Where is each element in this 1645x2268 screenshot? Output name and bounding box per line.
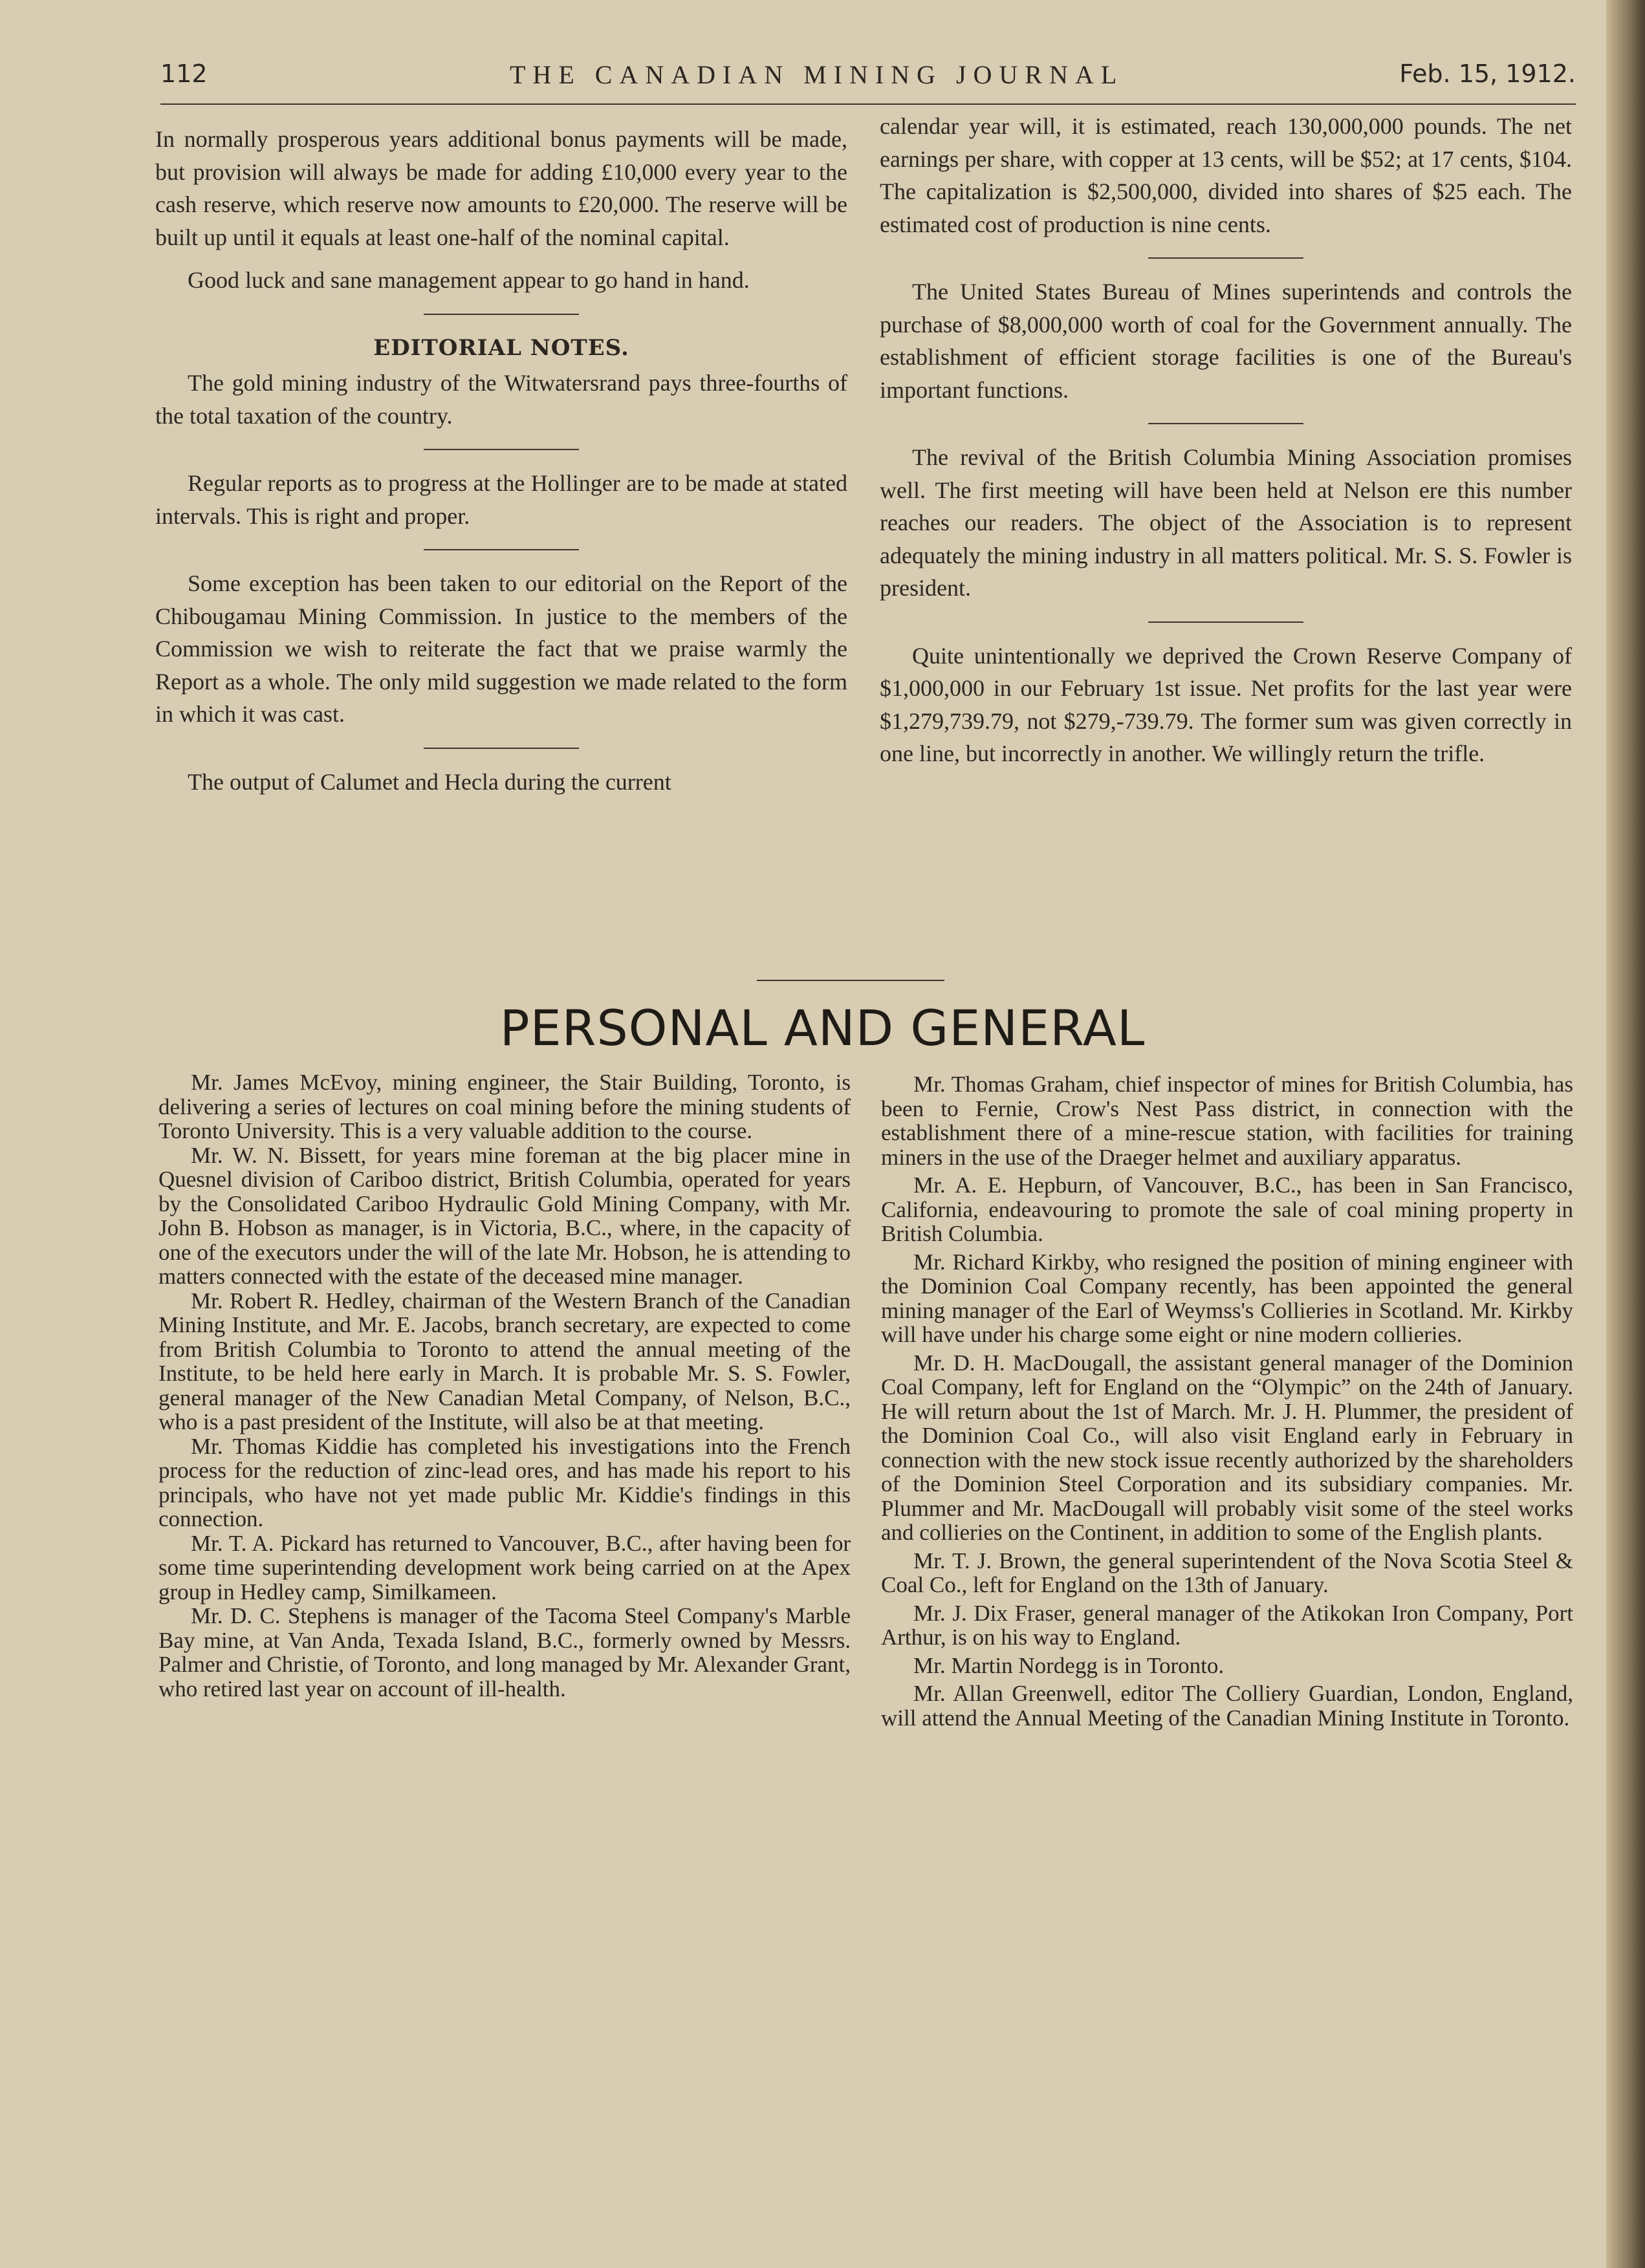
paragraph: The output of Calumet and Hecla during the current [188,768,671,795]
paragraph: Mr. W. N. Bissett, for years mine foreman at the big placer mine in Quesnel division of Cariboo district, British Columbia, operated for years by the Consolidated Cariboo Hydraulic Gold Mining Company, with Mr. John B. Hobson as manager, is in Victoria, B.C., where, in the capacity of one of the executors under the will of the late Mr. Hobson, he is attending to matters connected with the estate of the deceased mine manager. [158,1142,851,1289]
separator-rule [424,449,579,450]
paragraph: Mr. Thomas Kiddie has completed his investigations into the French process for the reduction of zinc-lead ores, and has made his report to his principals, who have not yet made public Mr. Kiddie's findings in this connection. [158,1433,851,1531]
header-rule [160,103,1576,105]
section-title: PERSONAL AND GENERAL [499,999,1146,1057]
paragraph: The United States Bureau of Mines superintends and controls the purchase of $8,000,000 worth of coal for the Government annually. The establishment of efficient storage facilities is one of the Bureau's important functions. [880,279,1572,403]
separator-rule [1148,621,1303,623]
paragraph: Mr. D. C. Stephens is manager of the Tacoma Steel Company's Marble Bay mine, at Van Anda, Texada Island, B.C., formerly owned by Messrs. Palmer and Christie, of Toronto, and long managed by Mr. Alexander Grant, who retired last year on account of ill-health. [158,1603,851,1701]
paragraph: Mr. T. A. Pickard has returned to Vancouver, B.C., after having been for some time superintending development work being carried on at the Apex group in Hedley camp, Similkameen. [158,1530,851,1604]
paragraph: The revival of the British Columbia Mining Association promises well. The first meeting will have been held at Nelson ere this number reaches our readers. The object of the Association is to represent adequately the mining industry in all matters political. Mr. S. S. Fowler is president. [880,444,1572,601]
paragraph: Mr. Robert R. Hedley, chairman of the Western Branch of the Canadian Mining Institute, and Mr. E. Jacobs, branch secretary, are expected to come from British Columbia to Toronto to attend the annual meeting of the Institute, to be held here early in March. It is probable Mr. S. S. Fowler, general manager of the New Canadian Metal Company, of Nelson, B.C., who is a past president of the Institute, will also be at that meeting. [158,1288,851,1434]
paragraph: Quite unintentionally we deprived the Crown Reserve Company of $1,000,000 in our February 1st issue. Net profits for the last year were $1,279,739.79, not $279,-739.79. The former sum was given correctly in one line, but incorrectly in another. We willingly return the trifle. [880,642,1572,766]
separator-rule [424,549,579,550]
journal-title: THE CANADIAN MINING JOURNAL [510,60,1124,89]
separator-rule [424,748,579,749]
page-header [160,59,1576,105]
separator-rule [424,314,579,315]
page-number: 112 [160,59,208,88]
paragraph: Mr. D. H. MacDougall, the assistant general manager of the Dominion Coal Company, left for England on the “Olympic” on the 24th of January. He will return about the 1st of March. Mr. J. H. Plummer, the president of the Dominion Coal Co., will also visit England early in February in connection with the new stock issue recently authorized by the shareholders of the Dominion Steel Corporation and its subsidiary companies. Mr. Plummer and Mr. MacDougall will probably visit some of the steel works and collieries on the Continent, in addition to some of the English plants. [881,1350,1573,1545]
paragraph: Some exception has been taken to our editorial on the Report of the Chibougamau Mining Commission. In justice to the members of the Commission we wish to reiterate the fact that we praise warmly the Report as a whole. The only mild suggestion we made related to the form in which it was cast. [155,570,847,727]
paragraph: Regular reports as to progress at the Hollinger are to be made at stated intervals. This is right and proper. [155,470,847,529]
paragraph: Mr. Martin Nordegg is in Toronto. [913,1652,1225,1678]
paragraph: Mr. A. E. Hepburn, of Vancouver, B.C., has been in San Francisco, California, endeavouring to promote the sale of coal mining property in British Columbia. [881,1172,1573,1246]
editorial-notes-heading: EDITORIAL NOTES. [373,334,629,361]
paragraph: Mr. Allan Greenwell, editor The Colliery Guardian, London, England, will attend the Annual Meeting of the Canadian Mining Institute in Toronto. [881,1681,1573,1731]
paragraph: calendar year will, it is estimated, reach 130,000,000 pounds. The net earnings per share, with copper at 13 cents, will be $52; at 17 cents, $104. The capitalization is $2,500,000, divided into shares of $25 each. The estimated cost of production is nine cents. [880,113,1572,237]
paragraph: Mr. James McEvoy, mining engineer, the Stair Building, Toronto, is delivering a series of lectures on coal mining before the mining students of Toronto University. This is a very valuable addition to the course. [158,1070,851,1143]
top-left-column [155,123,847,798]
separator-rule [1148,257,1303,259]
paragraph: In normally prosperous years additional bonus payments will be made, but provision will always be made for adding £10,000 every year to the cash reserve, which reserve now amounts to £20,000. The reserve will be built up until it equals at least one-half of the nominal capital. [155,126,847,250]
page-edge [1606,0,1645,2268]
bottom-left-column [158,1070,851,1701]
section-rule [757,980,944,981]
separator-rule [1148,423,1303,424]
paragraph: Mr. J. Dix Fraser, general manager of the Atikokan Iron Company, Port Arthur, is on his way to England. [881,1600,1573,1650]
paragraph: Good luck and sane management appear to go hand in hand. [188,267,750,293]
issue-date: Feb. 15, 1912. [1399,59,1576,88]
paragraph: Mr. T. J. Brown, the general superintendent of the Nova Scotia Steel & Coal Co., left for England on the 13th of January. [881,1548,1573,1597]
paragraph: The gold mining industry of the Witwatersrand pays three-fourths of the total taxation of the country. [155,370,847,429]
paragraph: Mr. Richard Kirkby, who resigned the position of mining engineer with the Dominion Coal Company recently, has been appointed the general mining manager of the Earl of Weymss's Collieries in Scotland. Mr. Kirkby will have under his charge some eight or nine modern collieries. [881,1249,1573,1347]
top-right-column [880,110,1572,770]
bottom-right-column [881,1072,1573,1734]
paragraph: Mr. Thomas Graham, chief inspector of mines for British Columbia, has been to Fernie, Crow's Nest Pass district, in connection with the establishment there of a mine-rescue station, with facilities for training miners in the use of the Draeger helmet and auxiliary apparatus. [881,1072,1573,1170]
